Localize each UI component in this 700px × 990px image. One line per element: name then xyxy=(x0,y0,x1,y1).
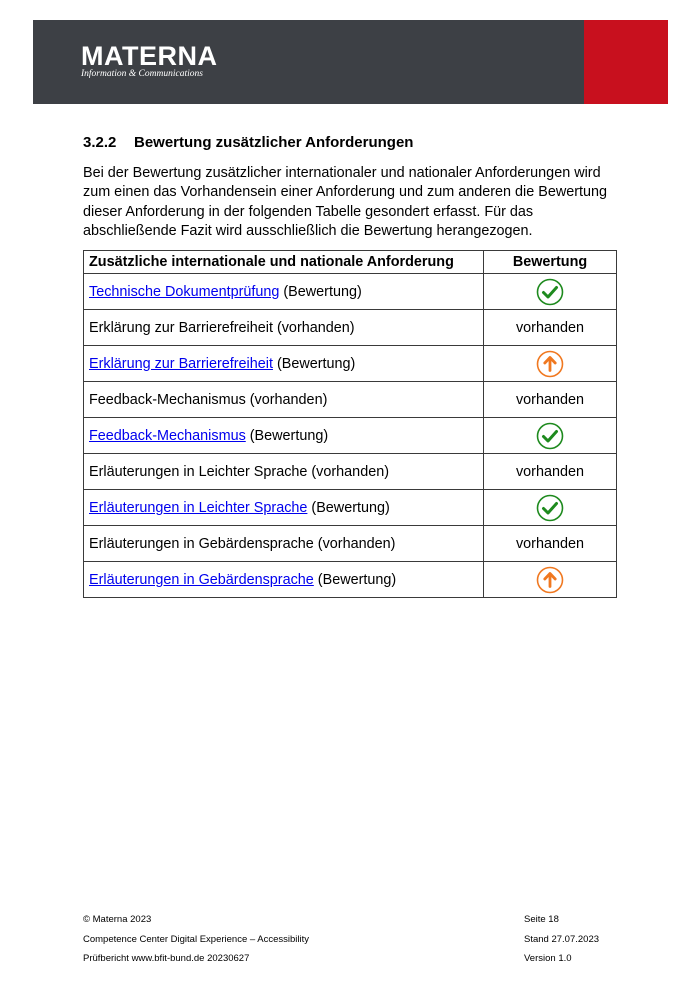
requirement-suffix: (Bewertung) xyxy=(313,571,397,588)
header-rating: Bewertung xyxy=(484,251,617,274)
requirement-link[interactable]: Erklärung zur Barrierefreiheit xyxy=(89,355,273,372)
table-row xyxy=(84,382,617,418)
requirement-cell xyxy=(84,346,484,382)
requirement-link[interactable]: Erläuterungen in Gebärdensprache xyxy=(89,571,314,588)
rating-cell: vorhanden xyxy=(484,310,617,346)
logo: MATERNA xyxy=(81,41,218,71)
table-row xyxy=(84,310,617,346)
rating-cell xyxy=(484,562,617,598)
requirement-cell xyxy=(84,274,484,310)
section-title: Bewertung zusätzlicher Anforderungen xyxy=(134,134,414,151)
rating-cell xyxy=(484,274,617,310)
table-header-row xyxy=(84,251,617,274)
requirement-link[interactable]: Erläuterungen in Leichter Sprache xyxy=(89,499,308,516)
header-accent-block xyxy=(584,20,668,104)
arrow-up-icon xyxy=(536,566,564,594)
footer-report: Prüfbericht www.bfit-bund.de 20230627 xyxy=(83,953,250,964)
requirement-cell: Erklärung zur Barrierefreiheit (vorhanden) xyxy=(84,310,484,346)
footer-page: Seite 18 xyxy=(524,914,559,925)
check-icon xyxy=(536,278,564,306)
rating-cell: vorhanden xyxy=(484,382,617,418)
footer-version: Version 1.0 xyxy=(524,953,572,964)
logo-subtitle: Information & Communications xyxy=(81,69,203,79)
rating-cell xyxy=(484,418,617,454)
section-number: 3.2.2 xyxy=(83,134,117,151)
requirement-link[interactable]: Feedback-Mechanismus xyxy=(89,427,246,444)
section-heading xyxy=(83,134,413,151)
check-icon xyxy=(536,494,564,522)
requirement-cell: Erläuterungen in Gebärdensprache (vorhanden) xyxy=(84,526,484,562)
footer-copyright: © Materna 2023 xyxy=(83,914,152,925)
check-icon xyxy=(536,422,564,450)
requirement-cell xyxy=(84,490,484,526)
table-row xyxy=(84,562,617,598)
rating-cell xyxy=(484,346,617,382)
requirement-cell: Erläuterungen in Leichter Sprache (vorhanden) xyxy=(84,454,484,490)
footer-date: Stand 27.07.2023 xyxy=(524,934,600,945)
rating-cell xyxy=(484,490,617,526)
rating-cell: vorhanden xyxy=(484,454,617,490)
requirement-suffix: (Bewertung) xyxy=(245,427,329,444)
table-row xyxy=(84,490,617,526)
requirement-cell xyxy=(84,418,484,454)
rating-cell: vorhanden xyxy=(484,526,617,562)
table-row xyxy=(84,526,617,562)
requirement-link[interactable]: Technische Dokumentprüfung xyxy=(89,283,280,300)
requirement-suffix: (Bewertung) xyxy=(279,283,362,300)
requirement-cell xyxy=(84,562,484,598)
table-row xyxy=(84,454,617,490)
footer-department: Competence Center Digital Experience – Accessibility xyxy=(83,934,309,945)
requirement-suffix: (Bewertung) xyxy=(307,499,390,516)
table-row xyxy=(84,274,617,310)
requirement-cell: Feedback-Mechanismus (vorhanden) xyxy=(84,382,484,418)
requirements-table xyxy=(83,250,617,598)
intro-paragraph: Bei der Bewertung zusätzlicher internationaler und nationaler Anforderungen wird zum einen das Vorhandensein einer Anforderung und zum anderen die Bewertung dieser Anforderung in der folgenden Tabelle gesondert erfasst. Für das abschließende Fazit wird ausschließlich die Bewertung herangezogen. xyxy=(83,165,608,239)
header-requirement: Zusätzliche internationale und nationale Anforderung xyxy=(84,251,484,274)
arrow-up-icon xyxy=(536,350,564,378)
requirement-suffix: (Bewertung) xyxy=(272,355,356,372)
table-row xyxy=(84,418,617,454)
table-row xyxy=(84,346,617,382)
